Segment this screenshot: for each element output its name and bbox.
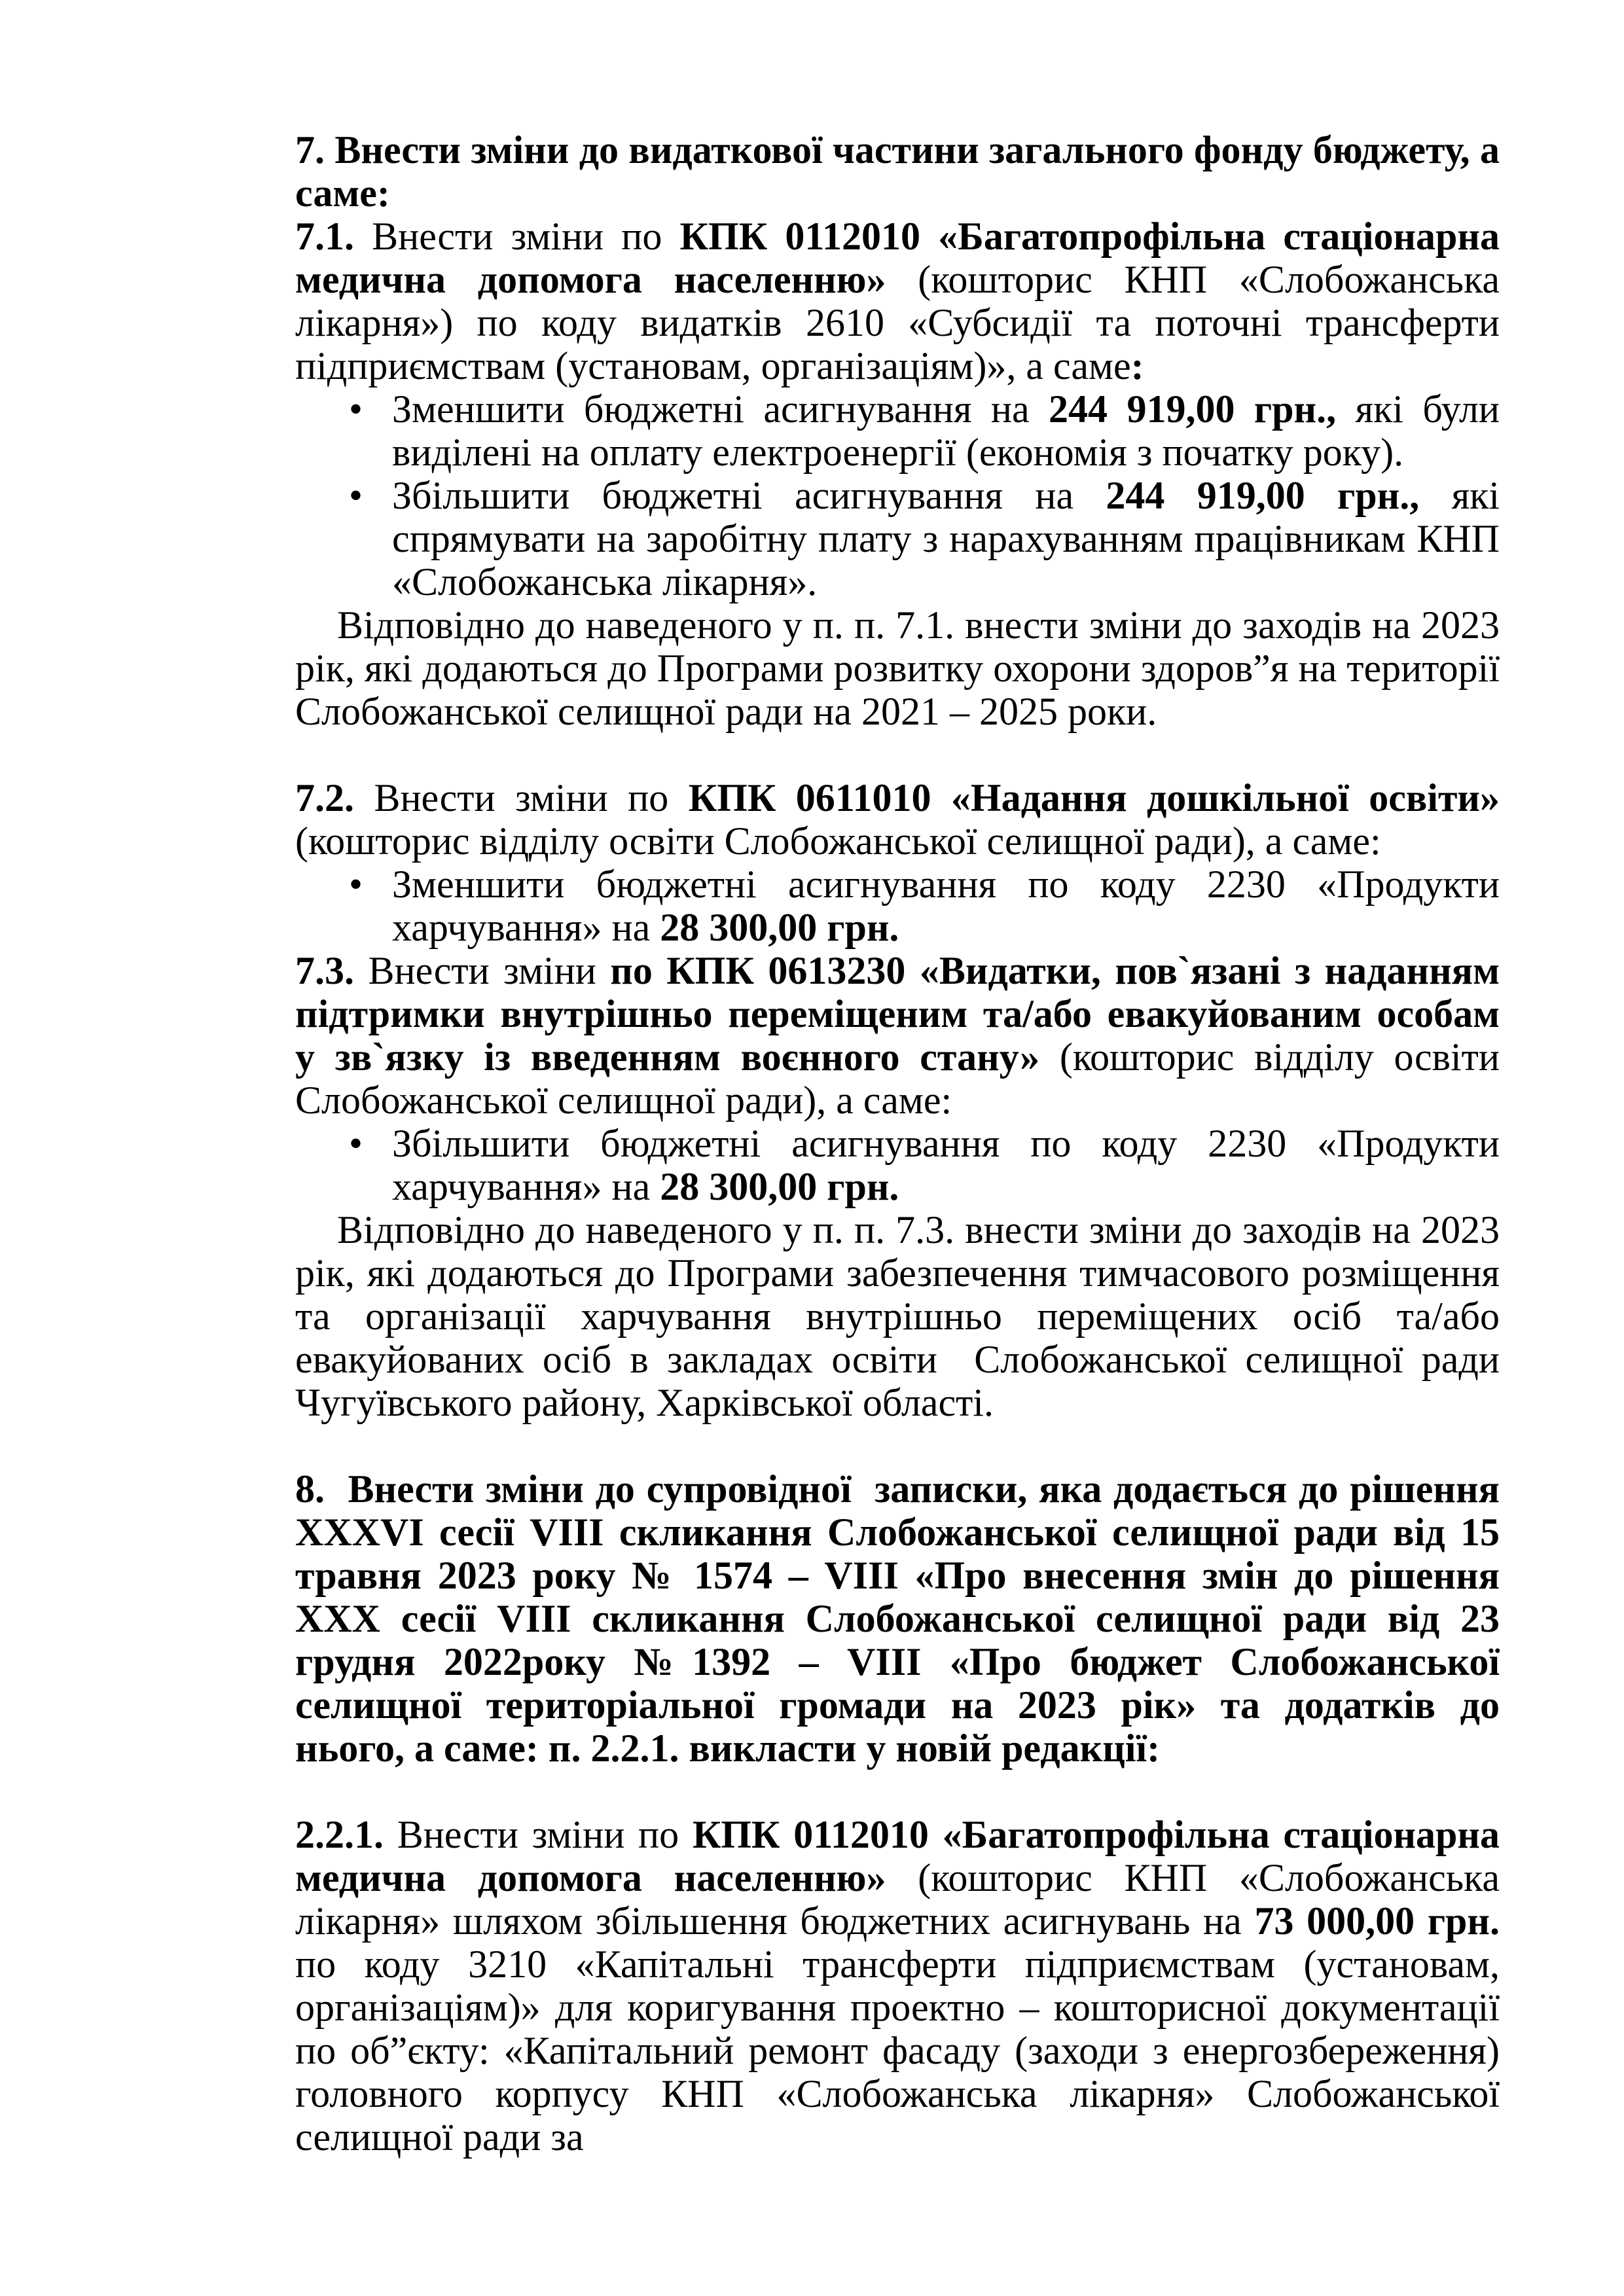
clause-number: 7.1. — [295, 215, 372, 258]
text-run: по КПК 0613230 «Видатки, пов`язані з наданням підтримки внутрішньо переміщеним та/або евакуйованим особам у зв`язку із введенням воєнного стану» — [295, 949, 1500, 1079]
text-run: (кошторис КНП «Слобожанська лікарня») по коду видатків 2610 «Субсидії та поточні трансферти підприємствам (установам, організаціям)», а саме — [295, 258, 1500, 387]
text-run: КПК 0112010 «Багатопрофільна стаціонарна медична допомога населенню» — [295, 215, 1500, 301]
bullet-increase-244919 — [349, 474, 1500, 603]
text-run: 8. Внести зміни до супровідної записки, яка додається до рішення XXXVI сесії VIII скликання Слобожанської селищної ради від 15 травня 2023 року № 1574 – VIII «Про внесення змін до рішення XXX сесії VIII скликання Слобожанської селищної ради від 23 грудня 2022року №1392 – VIII «Про бюджет Слобожанської селищної територіальної громади на 2023 рік» та додатків до нього, а саме: п. 2.2.1. викласти у новій редакції: — [295, 1467, 1500, 1770]
amount-value: 244 919,00 грн., — [1049, 387, 1337, 431]
text-run: Внести зміни по — [374, 776, 689, 819]
text-run: Збільшити бюджетні асигнування на — [392, 474, 1106, 517]
clause-7-heading — [295, 128, 1500, 215]
note-clause-7-3 — [295, 1208, 1500, 1424]
clause-8 — [295, 1467, 1500, 1770]
clause-number: 7.3. — [295, 949, 369, 992]
text-run: КПК 0112010 «Багатопрофільна стаціонарна медична допомога населенню» — [295, 1813, 1500, 1899]
amount-value: 28 300,00 грн. — [660, 906, 899, 949]
text-run: Відповідно до наведеного у п. п. 7.3. внести зміни до заходів на 2023 рік, які додаються до Програми забезпечення тимчасового розміщення та організації харчування внутрішньо переміщених осіб та/або евакуйованих осіб в закладах освіти Слобожанської селищної ради Чугуївського району, Харківської області. — [295, 1208, 1500, 1424]
text-run: Зменшити бюджетні асигнування на — [392, 387, 1049, 431]
clause-7-2 — [295, 776, 1500, 863]
text-run: (кошторис відділу освіти Слобожанської селищної ради), а саме: — [295, 819, 1381, 863]
blank-line — [295, 1770, 1500, 1813]
text-run: КПК 0611010 «Надання дошкільної освіти» — [688, 776, 1500, 819]
text-run: Внести зміни по — [397, 1813, 693, 1856]
text-run: Зменшити бюджетні асигнування по коду 2230 «Продукти харчування» на — [392, 863, 1500, 949]
amount-value: 28 300,00 грн. — [660, 1165, 899, 1208]
clause-number: 7.2. — [295, 776, 374, 819]
bullet-icon: • — [349, 474, 363, 517]
bullet-decrease-28300 — [349, 863, 1500, 949]
text-run: Збільшити бюджетні асигнування по коду 2230 «Продукти харчування» на — [392, 1122, 1500, 1208]
text-run: які були виділені на оплату електроенергії (економія з початку року). — [392, 387, 1500, 474]
amount-value: 244 919,00 грн., — [1106, 474, 1420, 517]
bullet-icon: • — [349, 387, 363, 431]
text-run: Внести зміни по — [372, 215, 680, 258]
text-run: Внести зміни — [368, 949, 611, 992]
clause-number: 2.2.1. — [295, 1813, 397, 1856]
amount-value: 73 000,00 грн. — [1254, 1899, 1500, 1943]
text-run: (кошторис КНП «Слобожанська лікарня» шляхом збільшення бюджетних асигнувань на — [295, 1856, 1500, 1943]
blank-line — [295, 1424, 1500, 1467]
bullet-increase-28300 — [349, 1122, 1500, 1208]
text-run: по коду 3210 «Капітальні трансферти підприємствам (установам, організаціям)» для коригування проектно – кошторисної документації по об”єкту: «Капітальний ремонт фасаду (заходи з енергозбереження) головного корпусу КНП «Слобожанська лікарня» Слобожанської селищної ради за — [295, 1943, 1500, 2159]
clause-2-2-1 — [295, 1813, 1500, 2159]
bullet-decrease-244919 — [349, 387, 1500, 474]
blank-line — [295, 733, 1500, 776]
text-run: (кошторис відділу освіти Слобожанської селищної ради), а саме: — [295, 1035, 1500, 1122]
text-run: які спрямувати на заробітну плату з нарахуванням працівникам КНП «Слобожанська лікарня». — [392, 474, 1500, 603]
text-run: : — [1130, 344, 1144, 387]
bullet-icon: • — [349, 863, 363, 906]
clause-7-1 — [295, 215, 1500, 387]
text-run: Відповідно до наведеного у п. п. 7.1. внести зміни до заходів на 2023 рік, які додаються до Програми розвитку охорони здоров”я на території Слобожанської селищної ради на 2021 – 2025 роки. — [295, 603, 1500, 733]
bullet-icon: • — [349, 1122, 363, 1165]
text-run: 7. Внести зміни до видаткової частини загального фонду бюджету, а саме: — [295, 128, 1500, 215]
note-clause-7-1 — [295, 603, 1500, 733]
clause-7-3 — [295, 949, 1500, 1122]
